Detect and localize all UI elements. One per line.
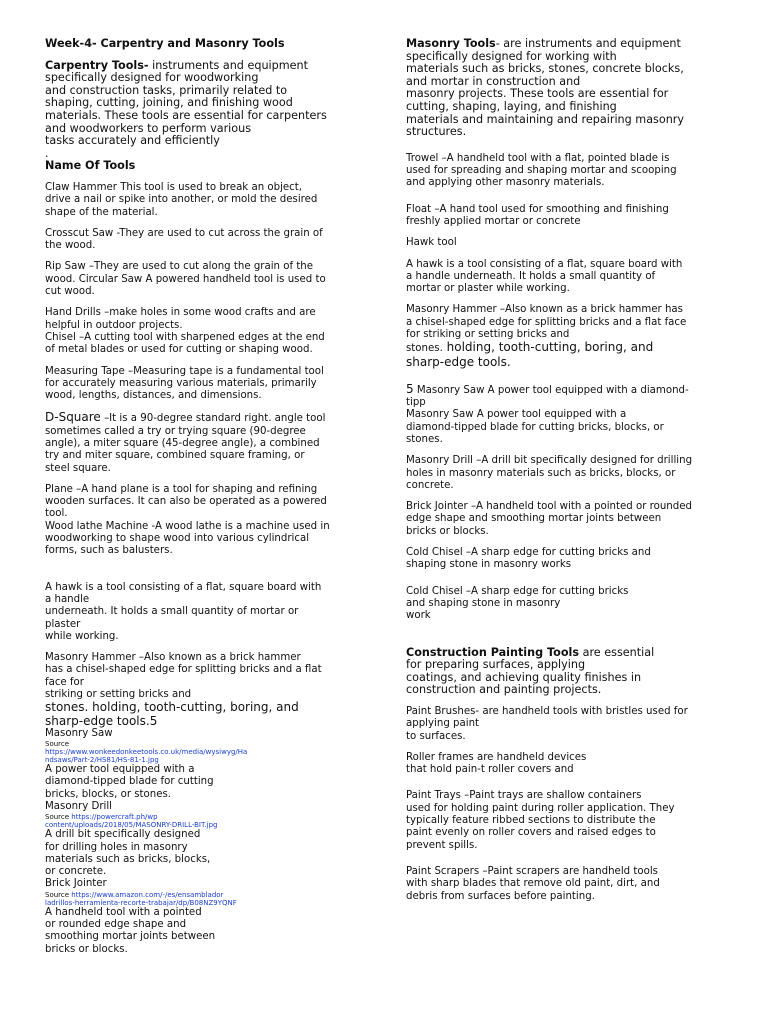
text-line: Masonry Saw A power tool equipped with a (406, 409, 627, 421)
text-line: for drilling holes in masonry (45, 841, 188, 853)
text-line: or rounded edge shape and (45, 919, 187, 930)
text-line: Measuring Tape –Measuring tape is a fundamental tool (45, 365, 324, 377)
text-line: for accurately measuring various materials, primarily (45, 377, 317, 389)
text-line: a handle underneath. It holds a small quantity of (406, 270, 656, 282)
text-line: try and miter square, combined square framing, or (45, 450, 305, 462)
text-line: mortar or plaster while working. (406, 283, 570, 295)
source-label: Source (45, 890, 70, 899)
left-column (45, 38, 365, 956)
text-line: a handle (45, 593, 90, 605)
source-link[interactable]: https://www.wonkeedonkeetools.co.uk/media/wysiwyg/Ha (45, 748, 248, 757)
text-line: sharp-edge tools.5 (45, 713, 158, 728)
text-line: work (406, 610, 431, 622)
intro-line: tasks accurately and efficiently (45, 134, 220, 148)
text-line: Crosscut Saw -They are used to cut across the grain of (45, 227, 323, 239)
text-line: striking or setting bricks and (45, 689, 192, 701)
hawk-paragraph (45, 582, 365, 643)
text-line: typically feature ribbed sections to distribute the (406, 815, 656, 827)
text-line: Plane –A hand plane is a tool for shaping and refining (45, 483, 318, 495)
painting-heading: Construction Painting Tools (406, 645, 580, 659)
intro-line: masonry projects. These tools are essential for (406, 87, 669, 101)
claw-hammer-paragraph (45, 182, 365, 219)
hawk-tool-title: Hawk tool (406, 237, 457, 249)
text-line: Masonry Saw A power tool equipped with a diamond- (413, 384, 689, 396)
text-line: Paint Brushes- are handheld tools with bristles used for (406, 705, 688, 717)
page-title: Week-4- Carpentry and Masonry Tools (45, 37, 285, 50)
text-line: Cold Chisel –A sharp edge for cutting bricks (406, 585, 629, 597)
text-line: bricks or blocks. (406, 525, 489, 537)
text-line: –It is a 90-degree standard right. angle tool (100, 413, 326, 425)
intro-line: - are instruments and equipment (495, 37, 681, 50)
text-line: freshly applied mortar or concrete (406, 215, 581, 227)
intro-line: materials. These tools are essential for carpenters (45, 108, 327, 122)
plane-paragraph (45, 484, 365, 521)
text-line: applying paint (406, 718, 480, 730)
text-line: Masonry Hammer –Also known as a brick hammer has (406, 304, 683, 316)
text-line: to surfaces. (406, 730, 466, 742)
intro-line: and construction tasks, primarily related to (45, 83, 288, 97)
text-line: wood. Circular Saw A powered handheld tool is used to (45, 273, 326, 285)
masonry-hammer-paragraph (406, 304, 728, 355)
cold-chisel-paragraph (406, 586, 728, 623)
brick-jointer-desc (45, 907, 365, 956)
text-line: A drill bit specifically designed (45, 829, 201, 841)
d-square-lead: D-Square (45, 410, 101, 425)
source-label: Source (45, 740, 70, 749)
text-line: A hawk is a tool consisting of a flat, square board with (406, 258, 683, 270)
trowel-paragraph (406, 153, 728, 190)
intro-line: and mortar in construction and (406, 74, 581, 88)
text-line: and applying other masonry materials. (406, 177, 605, 189)
masonry-hammer-large: sharp-edge tools. (406, 354, 511, 369)
text-line: steel square. (45, 462, 111, 474)
text-line: smoothing mortar joints between (45, 931, 216, 943)
text-line: stones. (406, 434, 443, 445)
text-line: tipp (406, 397, 426, 409)
text-line: edge shape and smoothing mortar joints between (406, 513, 662, 525)
intro-line: structures. (406, 125, 467, 139)
text-line: A handheld tool with a pointed (45, 906, 202, 918)
text-line: underneath. It holds a small quantity of mortar or (45, 606, 299, 618)
masonry-drill-paragraph (406, 455, 728, 492)
masonry-drill-source (45, 813, 365, 829)
text-line: wood, lengths, distances, and dimensions. (45, 390, 262, 402)
text-line: drive a nail or spike into another, or mold the desired (45, 194, 318, 206)
text-line: angle), a miter square (45-degree angle), a combined (45, 437, 320, 449)
text-line: bricks or blocks. (45, 943, 128, 955)
text-line: diamond-tipped blade for cutting (45, 776, 214, 788)
intro-line: and woodworkers to perform various (45, 121, 252, 135)
masonry-intro (406, 38, 728, 139)
text-line: diamond-tipped blade for cutting bricks, blocks, or (406, 421, 664, 433)
text-line: used for spreading and shaping mortar and scooping (406, 165, 677, 177)
text-line: stones. holding, tooth-cutting, boring, and (45, 700, 299, 715)
source-label: Source (45, 813, 70, 822)
text-line: stones. (406, 343, 443, 355)
intro-line: . (45, 146, 49, 160)
text-line: woodworking to shape wood into various cylindrical (45, 533, 310, 545)
float-paragraph (406, 204, 728, 229)
text-line: shaping stone in masonry works (406, 559, 572, 571)
text-line: plaster (45, 618, 81, 630)
masonry-saw-desc (45, 764, 365, 801)
brick-jointer-title: Brick Jointer (45, 878, 107, 890)
intro-line: construction and painting projects. (406, 683, 602, 697)
text-line: A power tool equipped with a (45, 764, 195, 776)
source-link[interactable]: ndsaws/Part-2/HS81/HS-81-1.jpg (45, 756, 159, 765)
cold-chisel-paragraph (406, 547, 728, 572)
text-line: sometimes called a try or trying square (90-degree (45, 425, 306, 437)
text-line: paint evenly on roller covers and raised edges to (406, 827, 656, 839)
text-line: concrete. (406, 479, 454, 491)
wood-lathe-paragraph (45, 521, 365, 558)
text-line: Paint Scrapers –Paint scrapers are handheld tools (406, 865, 658, 877)
text-line: bricks, blocks, or stones. (45, 788, 172, 800)
text-line: forms, such as balusters. (45, 545, 173, 557)
text-line: cut wood. (45, 286, 95, 298)
intro-line: for preparing surfaces, applying (406, 658, 586, 672)
masonry-saw-source (45, 740, 365, 764)
intro-line: specifically designed for working with (406, 49, 617, 63)
text-line: used for holding paint during roller application. They (406, 802, 675, 814)
text-line: Masonry Hammer –Also known as a brick hammer (45, 652, 301, 664)
masonry-saw-title: Masonry Saw (45, 727, 113, 739)
masonry-heading: Masonry Tools (406, 37, 496, 50)
text-line: materials such as bricks, blocks, (45, 853, 211, 865)
text-line: debris from surfaces before painting. (406, 890, 595, 902)
text-line: Float –A hand tool used for smoothing and finishing (406, 203, 669, 215)
source-link[interactable]: ladrillos-herramienta-recorte-trabajar/dp/B08NZ9YQNF (45, 898, 237, 907)
text-line: Brick Jointer –A handheld tool with a pointed or rounded (406, 501, 692, 513)
chisel-paragraph (45, 332, 365, 357)
painting-intro (406, 647, 728, 697)
brick-jointer-paragraph (406, 501, 728, 538)
hawk-paragraph (406, 259, 728, 296)
measuring-tape-paragraph (45, 366, 365, 403)
right-column (406, 38, 728, 903)
carpentry-intro (45, 60, 365, 161)
rip-saw-paragraph (45, 261, 365, 298)
intro-line: shaping, cutting, joining, and finishing wood (45, 96, 293, 110)
carpentry-heading: Carpentry Tools- (45, 58, 149, 72)
text-line: for striking or setting bricks and (406, 329, 570, 341)
text-line: Trowel –A handheld tool with a flat, pointed blade is (406, 152, 670, 164)
text-line: Cold Chisel –A sharp edge for cutting bricks and (406, 547, 651, 559)
text-line: with sharp blades that remove old paint, dirt, and (406, 878, 660, 890)
text-line: prevent spills. (406, 839, 478, 851)
text-line: Paint Trays –Paint trays are shallow containers (406, 790, 642, 802)
text-line: has a chisel-shaped edge for splitting bricks and a flat (45, 664, 322, 676)
text-line: Claw Hammer This tool is used to break an object, (45, 181, 303, 193)
roller-frames-paragraph (406, 752, 728, 777)
paint-scrapers-paragraph (406, 866, 728, 903)
text-line: Chisel –A cutting tool with sharpened edges at the end (45, 331, 325, 343)
text-line: Rip Saw –They are used to cut along the grain of the (45, 261, 314, 273)
text-line: a chisel-shaped edge for splitting bricks and a flat face (406, 316, 687, 328)
source-link[interactable]: content/uploads/2018/05/MASONRY-DRILL-BIT.jpg (45, 821, 218, 830)
d-square-paragraph (45, 411, 365, 474)
intro-line: materials such as bricks, stones, concrete blocks, (406, 62, 684, 76)
source-link[interactable]: https://www.amazon.com/-/es/ensamblador (71, 890, 224, 899)
masonry-saw-number: 5 (406, 381, 414, 396)
masonry-saw-paragraph (406, 383, 728, 446)
text-line: of metal blades or used for cutting or shaping wood. (45, 344, 313, 356)
intro-line: specifically designed for woodworking (45, 71, 259, 85)
text-line: Hand Drills –make holes in some wood crafts and are (45, 307, 316, 319)
text-line: and shaping stone in masonry (406, 597, 561, 609)
text-line: Wood lathe Machine -A wood lathe is a machine used in (45, 520, 330, 532)
intro-line: are essential (579, 645, 655, 659)
text-line: A hawk is a tool consisting of a flat, square board with (45, 581, 322, 593)
paint-trays-paragraph (406, 790, 728, 851)
text-line: shape of the material. (45, 206, 158, 218)
text-line: that hold pain-t roller covers and (406, 764, 574, 776)
hand-drills-paragraph (45, 307, 365, 332)
masonry-hammer-paragraph (45, 652, 365, 701)
names-heading: Name Of Tools (45, 159, 136, 173)
intro-line: instruments and equipment (148, 58, 308, 72)
intro-line: coatings, and achieving quality finishes in (406, 670, 642, 684)
text-line: or concrete. (45, 866, 107, 878)
masonry-drill-desc (45, 829, 365, 878)
brick-jointer-source (45, 891, 365, 907)
text-line: tool. (45, 508, 68, 520)
intro-line: cutting, shaping, laying, and finishing (406, 99, 617, 113)
masonry-drill-title: Masonry Drill (45, 800, 113, 812)
text-line: holes in masonry materials such as bricks, blocks, or (406, 467, 676, 479)
text-line: Masonry Drill –A drill bit specifically designed for drilling (406, 455, 693, 467)
paint-brushes-paragraph (406, 706, 728, 743)
intro-line: materials and maintaining and repairing masonry (406, 112, 685, 126)
text-line: helpful in outdoor projects. (45, 319, 183, 331)
text-line: wooden surfaces. It can also be operated as a powered (45, 496, 327, 508)
crosscut-saw-paragraph (45, 228, 365, 253)
text-line: holding, tooth-cutting, boring, and (442, 340, 654, 355)
masonry-hammer-large (45, 701, 365, 727)
text-line: Roller frames are handheld devices (406, 751, 587, 763)
text-line: the wood. (45, 240, 96, 252)
source-link[interactable]: https://powercraft.ph/wp (71, 813, 158, 822)
text-line: face for (45, 676, 84, 688)
text-line: while working. (45, 630, 119, 642)
